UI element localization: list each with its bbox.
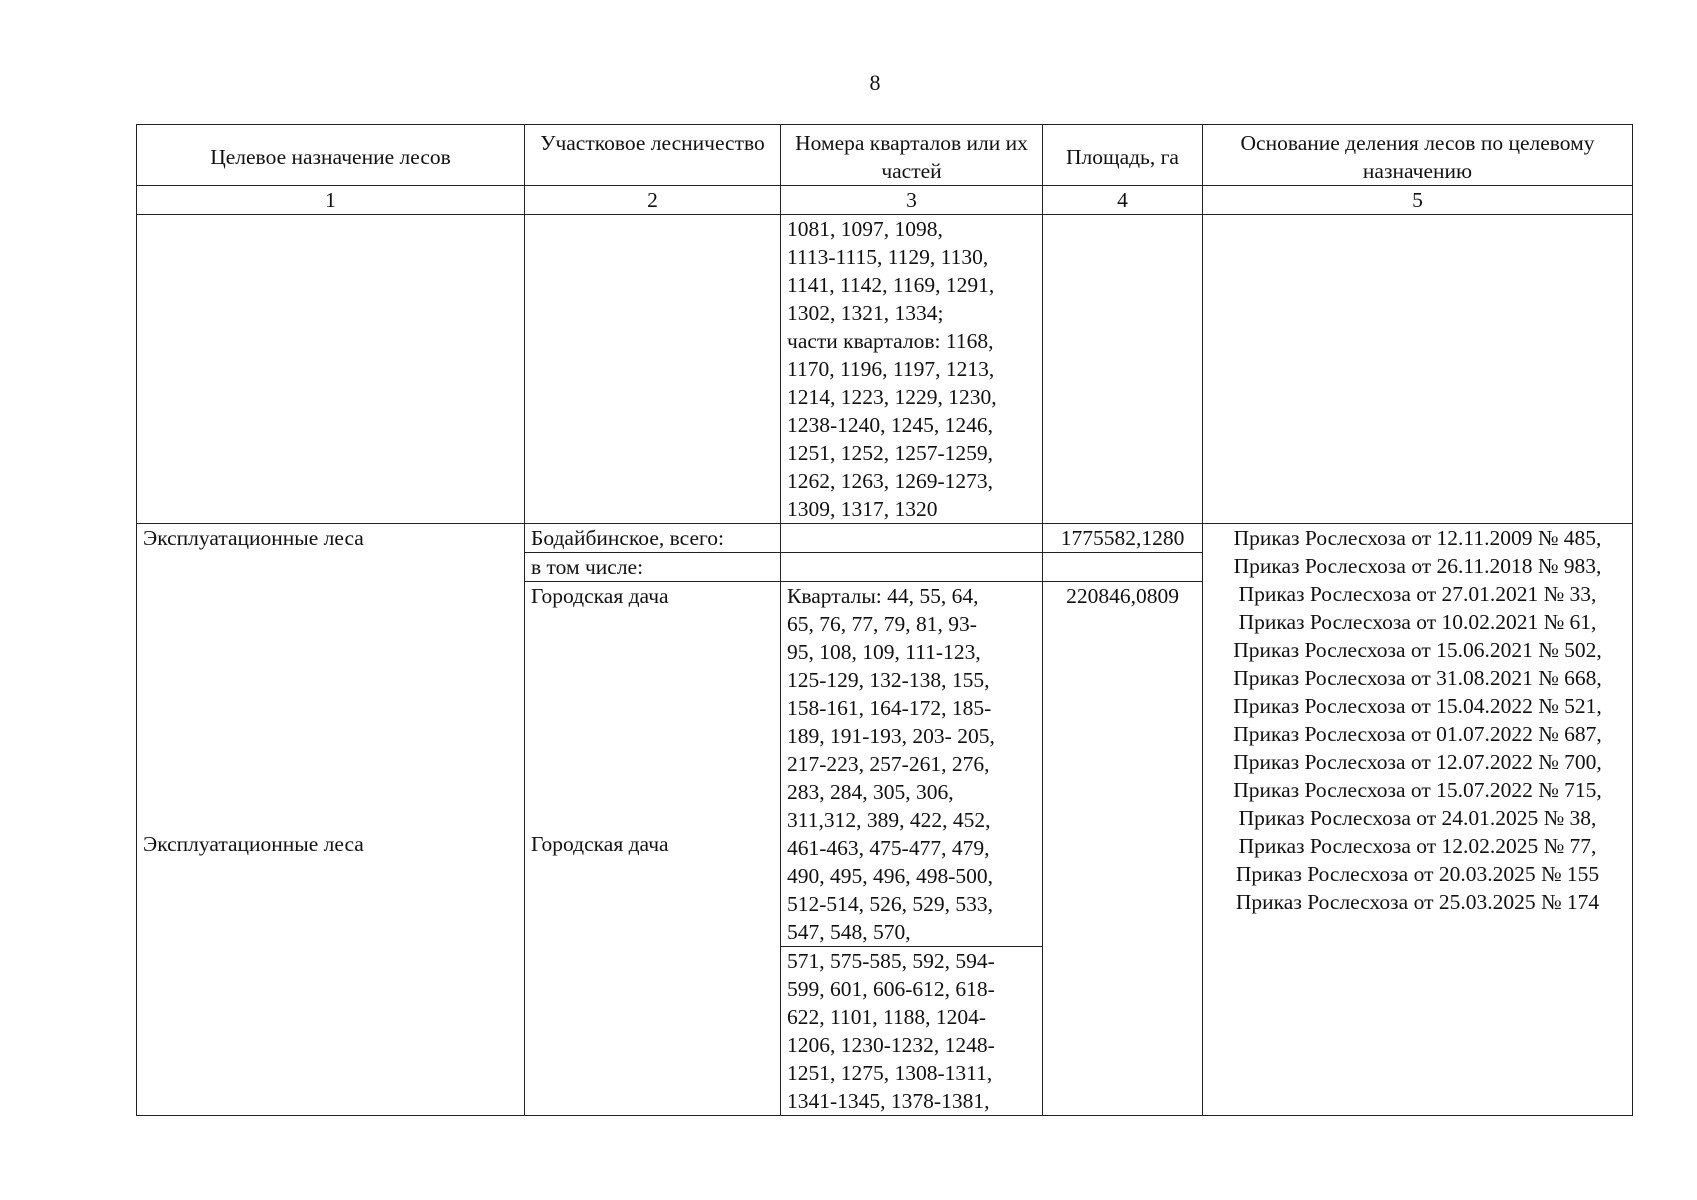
purpose-label: Эксплуатационные леса [143,526,364,550]
header-purpose: Целевое назначение лесов [137,125,525,186]
total-area: 1775582,1280 [1043,524,1203,553]
basis-orders: Приказ Рослесхоза от 12.11.2009 № 485, Приказ Рослесхоза от 26.11.2018 № 983, Приказ Рослесхоза от 27.01.2021 № 33, Приказ Рослесхоза от 10.02.2021 № 61, Приказ Рослесхоза от 15.06.2021 № 502, Приказ Рослесхоза от 31.08.2021 № 668, Приказ Рослесхоза от 15.04.2022 № 521, Приказ Рослесхоза от 01.07.2022 № 687, Приказ Рослесхоза от 12.07.2022 № 700, Приказ Рослесхоза от 15.07.2022 № 715, Приказ Рослесхоза от 24.01.2025 № 38, Приказ Рослесхоза от 12.02.2025 № 77, Приказ Рослесхоза от 20.03.2025 № 155 Приказ Рослесхоза от 25.03.2025 № 174 [1203,524,1633,1116]
forestry-cell-empty [525,215,781,524]
page-number: 8 [869,70,881,95]
total-quarters-empty [781,524,1043,553]
including-area-empty [1043,553,1203,582]
continuation-quarters: 1081, 1097, 1098, 1113-1115, 1129, 1130, 1141, 1142, 1169, 1291, 1302, 1321, 1334; части кварталов: 1168, 1170, 1196, 1197, 1213, 1214, 1223, 1229, 1230, 1238-1240, 1245, 1246, 1251, 1252, 1257-1259, 1262, 1263, 1269-1273, 1309, 1317, 1320 [781,215,1043,524]
including-label: в том числе: [525,553,781,582]
dacha-quarters-part-1: Кварталы: 44, 55, 64, 65, 76, 77, 79, 81, 93- 95, 108, 109, 111-123, 125-129, 132-138, 155, 158-161, 164-172, 185- 189, 191-193, 203- 205, 217-223, 257-261, 276, 283, 284, 305, 306, 311,312, 389, 422, 452, 461-463, 475-477, 479, 490, 495, 496, 498-500, 512-514, 526, 529, 533, 547, 548, 570, [781,582,1043,947]
area-cell-empty [1043,215,1203,524]
forest-purpose-table [136,124,1633,1116]
column-number: 4 [1043,186,1203,215]
purpose-cell-empty [137,215,525,524]
header-forestry: Участковое лесничество [525,125,781,186]
column-number: 3 [781,186,1043,215]
column-number: 5 [1203,186,1633,215]
header-basis: Основание деления лесов по целевому назначению [1203,125,1633,186]
header-area: Площадь, га [1043,125,1203,186]
header-quarters: Номера кварталов или их частей [781,125,1043,186]
column-number: 2 [525,186,781,215]
dacha-label-repeat: Городская дача [531,832,669,856]
continuation-row [137,215,1633,524]
dacha-cell [525,582,781,1116]
dacha-area: 220846,0809 [1043,582,1203,1116]
forestry-total-label: Бодайбинское, всего: [525,524,781,553]
dacha-quarters-part-2: 571, 575-585, 592, 594- 599, 601, 606-612, 618- 622, 1101, 1188, 1204- 1206, 1230-1232, 1248- 1251, 1275, 1308-1311, 1341-1345, 1378-1381, [781,947,1043,1116]
column-number-row [137,186,1633,215]
purpose-cell [137,524,525,1116]
column-number: 1 [137,186,525,215]
basis-cell-empty [1203,215,1633,524]
dacha-label: Городская дача [531,584,669,608]
purpose-label-repeat: Эксплуатационные леса [143,832,364,856]
header-row [137,125,1633,186]
including-quarters-empty [781,553,1043,582]
table-row-total [137,524,1633,553]
